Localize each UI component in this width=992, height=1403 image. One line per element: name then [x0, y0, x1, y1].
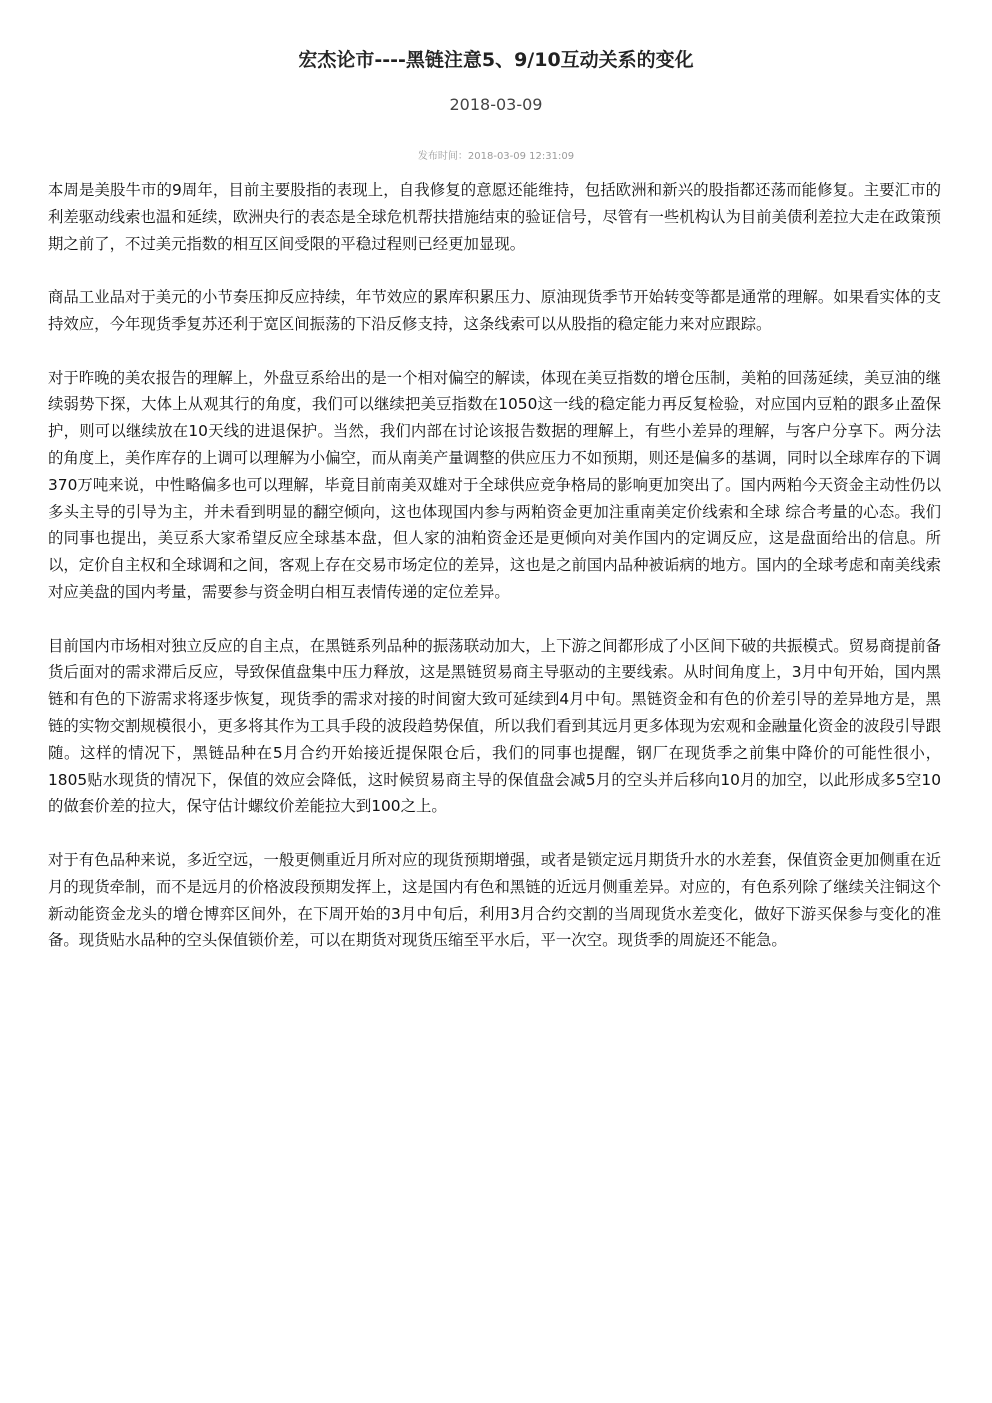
- paragraph-2: 商品工业品对于美元的小节奏压抑反应持续，年节效应的累库积累压力、原油现货季节开始转变等都是通常的理解。如果看实体的支持效应，今年现货季复苏还利于宽区间振荡的下沿反修支持，这条线索可以从股指的稳定能力来对应跟踪。: [48, 288, 941, 333]
- paragraph-4: 目前国内市场相对独立反应的自主点，在黑链系列品种的振荡联动加大，上下游之间都形成了小区间下破的共振模式。贸易商提前备货后面对的需求滞后反应，导致保值盘集中压力释放，这是黑链贸易商主导驱动的主要线索。从时间角度上，3月中旬开始，国内黑链和有色的下游需求将逐步恢复，现货季的需求对接的时间窗大致可延续到4月中旬。黑链资金和有色的价差引导的差异地方是，黑链的实物交割规模很小，更多将其作为工具手段的波段趋势保值，所以我们看到其远月更多体现为宏观和金融量化资金的波段引导跟随。这样的情况下，黑链品种在5月合约开始接近提保限仓后，我们的同事也提醒，钢厂在现货季之前集中降价的可能性很小，1805贴水现货的情况下，保值的效应会降低，这时候贸易商主导的保值盘会减5月的空头并后移向10月的加空，以此形成多5空10的做套价差的拉大，保守估计螺纹价差能拉大到100之上。: [48, 636, 941, 816]
- paragraph-3: 对于昨晚的美农报告的理解上，外盘豆系给出的是一个相对偏空的解读，体现在美豆指数的增仓压制，美粕的回荡延续，美豆油的继续弱势下探，大体上从观其行的角度，我们可以继续把美豆指数在1050这一线的稳定能力再反复检验，对应国内豆粕的跟多止盈保护，则可以继续放在10天线的进退保护。当然，我们内部在讨论该报告数据的理解上，有些小差异的理解，与客户分享下。两分法的角度上，美作库存的上调可以理解为小偏空，而从南美产量调整的供应压力不如预期，则还是偏多的基调，同时以全球库存的下调370万吨来说，中性略偏多也可以理解，毕竟目前南美双雄对于全球供应竞争格局的影响更加突出了。国内两粕今天资金主动性仍以多头主导的引导为主，并未看到明显的翻空倾向，这也体现国内参与两粕资金更加注重南美定价线索和全球 综合考量的心态。我们的同事也提出，美豆系大家希望反应全球基本盘，但人家的油粕资金还是更倾向对美作国内的定调反应，这是盘面给出的信息。所以，定价自主权和全球调和之间，客观上存在交易市场定位的差异，这也是之前国内品种被诟病的地方。国内的全球考虑和南美线索对应美盘的国内考量，需要参与资金明白相互表情传递的定位差异。: [48, 368, 941, 601]
- article-body: [48, 177, 941, 981]
- article-title: 宏杰论市----黑链注意5、9/10互动关系的变化: [298, 49, 694, 71]
- paragraph-1: 本周是美股牛市的9周年，目前主要股指的表现上，自我修复的意愿还能维持，包括欧洲和新兴的股指都还荡而能修复。主要汇市的利差驱动线索也温和延续，欧洲央行的表态是全球危机帮扶措施结束的验证信号，尽管有一些机构认为目前美债利差拉大走在政策预期之前了，不过美元指数的相互区间受限的平稳过程则已经更加显现。: [48, 181, 941, 253]
- paragraph-5: 对于有色品种来说，多近空远，一般更侧重近月所对应的现货预期增强，或者是锁定远月期货升水的水差套，保值资金更加侧重在近月的现货牵制，而不是远月的价格波段预期发挥上，这是国内有色和黑链的近远月侧重差异。对应的，有色系列除了继续关注铜这个新动能资金龙头的增仓博弈区间外，在下周开始的3月中旬后，利用3月合约交割的当周现货水差变化，做好下游买保参与变化的准备。现货贴水品种的空头保值锁价差，可以在期货对现货压缩至平水后，平一次空。现货季的周旋还不能急。: [48, 850, 941, 950]
- article-date: 2018-03-09: [449, 95, 543, 114]
- publish-time: 发布时间：2018-03-09 12:31:09: [417, 151, 575, 162]
